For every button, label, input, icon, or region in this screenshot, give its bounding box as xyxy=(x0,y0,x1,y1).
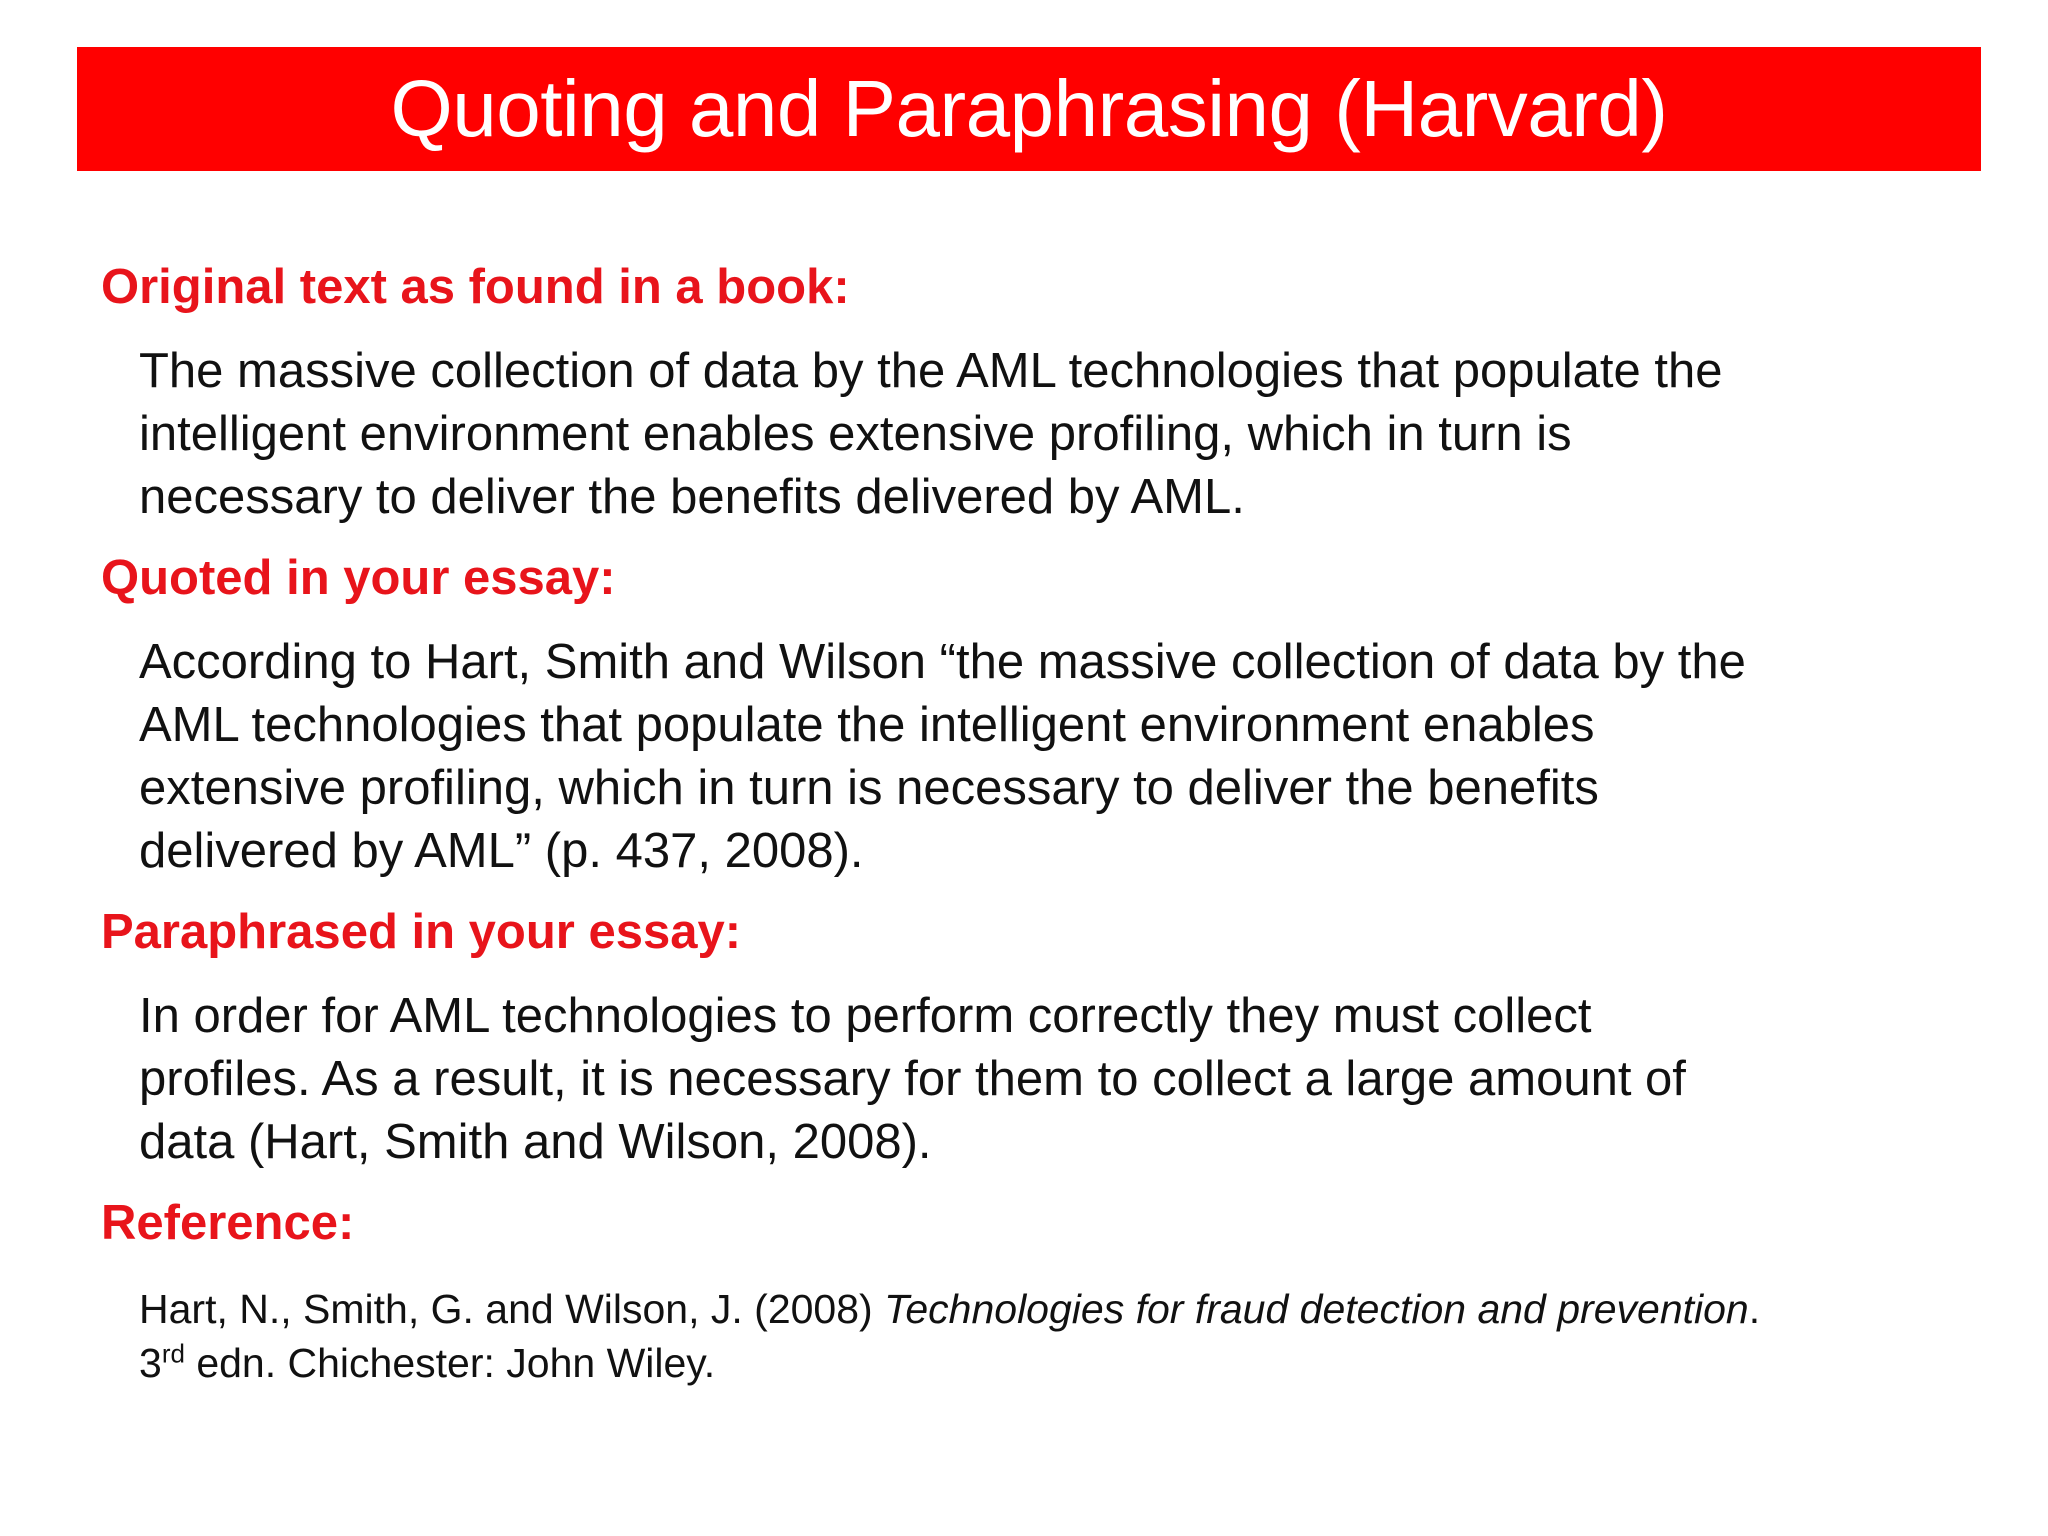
text-line: According to Hart, Smith and Wilson “the massive collection of data by the xyxy=(139,635,1746,689)
section-heading-original: Original text as found in a book: xyxy=(101,260,850,314)
title-bar xyxy=(77,47,1981,171)
text-line: delivered by AML” (p. 437, 2008). xyxy=(139,824,864,878)
reference-edition-suffix: rd xyxy=(161,1338,185,1369)
reference-line-1 xyxy=(139,1282,1989,1336)
slide-title: Quoting and Paraphrasing (Harvard) xyxy=(390,64,1668,153)
section-body-quoted xyxy=(139,631,1989,883)
text-line: The massive collection of data by the AML technologies that populate the xyxy=(139,344,1723,398)
reference-line-2 xyxy=(139,1336,1989,1390)
slide-content xyxy=(101,256,1981,1390)
section-heading-reference: Reference: xyxy=(101,1196,355,1250)
reference-authors: Hart, N., Smith, G. and Wilson, J. (2008) xyxy=(139,1286,885,1332)
text-line: extensive profiling, which in turn is necessary to deliver the benefits xyxy=(139,761,1599,815)
section-heading-quoted: Quoted in your essay: xyxy=(101,551,616,605)
reference-edition-number: 3 xyxy=(139,1340,162,1386)
text-line: In order for AML technologies to perform correctly they must collect xyxy=(139,989,1592,1043)
text-line: AML technologies that populate the intelligent environment enables xyxy=(139,698,1595,752)
section-original xyxy=(101,256,1981,529)
reference-title-period: . xyxy=(1748,1286,1761,1332)
section-quoted xyxy=(101,547,1981,883)
section-paraphrased xyxy=(101,901,1981,1174)
text-line: profiles. As a result, it is necessary for them to collect a large amount of xyxy=(139,1052,1686,1106)
text-line: necessary to deliver the benefits delivered by AML. xyxy=(139,470,1245,524)
reference-publisher: edn. Chichester: John Wiley. xyxy=(184,1340,716,1386)
section-reference xyxy=(101,1192,1981,1390)
section-body-original xyxy=(139,340,1989,529)
text-line: data (Hart, Smith and Wilson, 2008). xyxy=(139,1115,932,1169)
section-heading-paraphrased: Paraphrased in your essay: xyxy=(101,905,742,959)
text-line: intelligent environment enables extensive profiling, which in turn is xyxy=(139,407,1572,461)
reference-book-title: Technologies for fraud detection and prevention xyxy=(884,1286,1749,1332)
reference-entry xyxy=(139,1282,1989,1390)
section-body-paraphrased xyxy=(139,985,1989,1174)
